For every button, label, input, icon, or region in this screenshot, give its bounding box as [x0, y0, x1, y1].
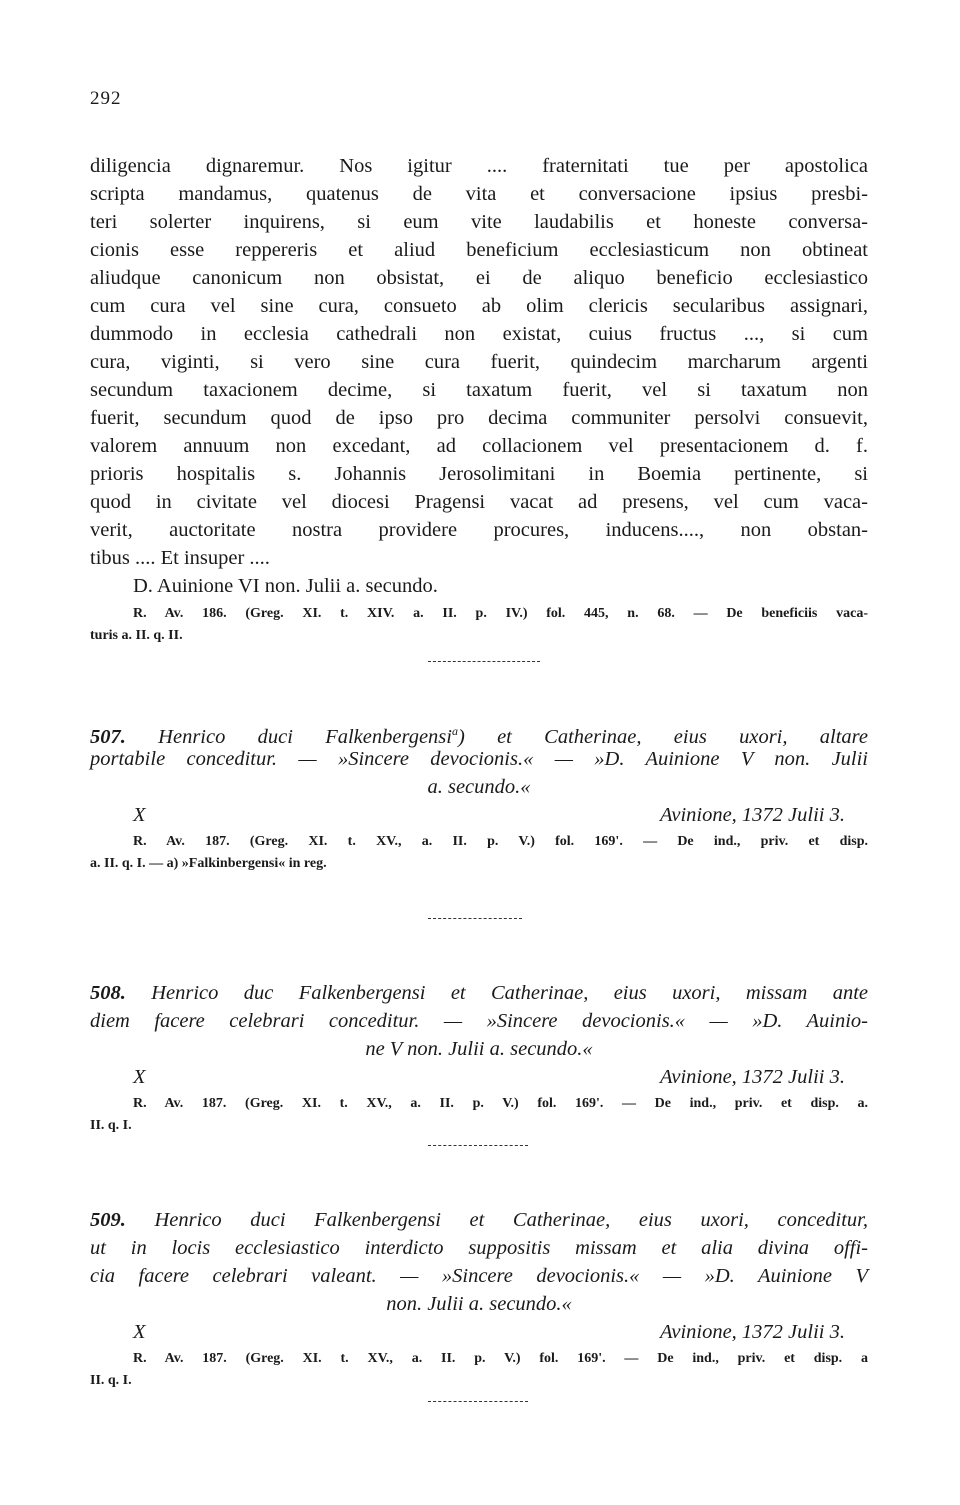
entry-number: 508. [90, 982, 126, 1004]
body-line: dummodo in ecclesia cathedrali non existat, cuius fructus ..., si cum [90, 323, 868, 345]
body-line: quod in civitate vel diocesi Pragensi vacat ad presens, vel cum vaca- [90, 491, 868, 513]
entry-heading [90, 979, 868, 1007]
place-date: Avinione, 1372 Julii 3. [659, 804, 845, 826]
body-line: valorem annuum non excedant, ad collacionem vel presentacionem d. f. [90, 435, 868, 457]
body-line: teri solerter inquirens, si eum vite laudabilis et honeste conversa- [90, 211, 868, 233]
heading-text: Henrico duci Falkenbergensi et Catherinae, eius uxori, conceditur, [154, 1209, 869, 1231]
heading-text: Henrico duci Falkenbergensi [158, 725, 452, 748]
place-date-row [133, 1063, 845, 1091]
cross-mark: X [133, 804, 146, 826]
register-note: II. q. I. [90, 1118, 132, 1133]
place-date-row [133, 1318, 845, 1346]
register-note: II. q. I. [90, 1373, 132, 1388]
entry-number: 509. [90, 1209, 126, 1231]
section-divider [428, 918, 522, 919]
place-date: Avinione, 1372 Julii 3. [659, 1321, 845, 1343]
body-line: fuerit, secundum quod de ipso pro decima communiter persolvi consuevit, [90, 407, 868, 429]
entry-heading: a. secundo.« [427, 776, 531, 798]
entry-heading: diem facere celebrari conceditur. — »Sincere devocionis.« — »D. Auinio- [90, 1010, 868, 1032]
body-line: tibus .... Et insuper .... [90, 547, 270, 569]
date-line: D. Auinione VI non. Julii a. secundo. [133, 575, 438, 597]
heading-text: ) et Catherinae, eius uxori, altare [457, 725, 868, 748]
section-divider [428, 1401, 528, 1402]
entry-heading [90, 1206, 868, 1234]
cross-mark: X [133, 1321, 146, 1343]
register-note: R. Av. 187. (Greg. XI. t. XV., a. II. p. V.) fol. 169'. — De ind., priv. et disp. [133, 834, 868, 849]
heading-text: Henrico duc Falkenbergensi et Catherinae, eius uxori, missam ante [151, 982, 868, 1004]
section-divider [428, 1145, 528, 1146]
body-line: cionis esse reppereris et aliud beneficium ecclesiasticum non obtineat [90, 239, 868, 261]
cross-mark: X [133, 1066, 146, 1088]
register-note: turis a. II. q. II. [90, 628, 183, 643]
body-line: aliudque canonicum non obsistat, ei de aliquo beneficio ecclesiastico [90, 267, 868, 289]
entry-heading: ut in locis ecclesiastico interdicto suppositis missam et alia divina offi- [90, 1237, 868, 1259]
register-note: R. Av. 187. (Greg. XI. t. XV., a. II. p. V.) fol. 169'. — De ind., priv. et disp. a [133, 1351, 868, 1366]
entry-heading: portabile conceditur. — »Sincere devocionis.« — »D. Auinione V non. Julii [90, 748, 868, 770]
body-line: cum cura vel sine cura, consueto ab olim clericis secularibus assignari, [90, 295, 868, 317]
register-note: R. Av. 186. (Greg. XI. t. XIV. a. II. p. IV.) fol. 445, n. 68. — De beneficiis vaca- [133, 606, 868, 621]
body-line: secundum taxacionem decime, si taxatum fuerit, vel si taxatum non [90, 379, 868, 401]
place-date-row [133, 801, 845, 829]
place-date: Avinione, 1372 Julii 3. [659, 1066, 845, 1088]
section-divider [428, 661, 540, 662]
footnote-marker: a [451, 724, 458, 738]
entry-heading: non. Julii a. secundo.« [386, 1293, 572, 1315]
body-line: cura, viginti, si vero sine cura fuerit, quindecim marcharum argenti [90, 351, 868, 373]
entry-number: 507. [90, 725, 126, 748]
register-note: R. Av. 187. (Greg. XI. t. XV., a. II. p. V.) fol. 169'. — De ind., priv. et disp. a. [133, 1096, 868, 1111]
entry-heading: cia facere celebrari valeant. — »Sincere devocionis.« — »D. Auinione V [90, 1265, 868, 1287]
page-number: 292 [90, 88, 122, 109]
body-line: verit, auctoritate nostra providere procures, inducens...., non obstan- [90, 519, 868, 541]
body-line: scripta mandamus, quatenus de vita et conversacione ipsius presbi- [90, 183, 868, 205]
register-note: a. II. q. I. — a) »Falkinbergensi« in reg. [90, 856, 327, 871]
entry-heading: ne V non. Julii a. secundo.« [365, 1038, 593, 1060]
body-line: prioris hospitalis s. Johannis Jerosolimitani in Boemia pertinente, si [90, 463, 868, 485]
body-line: diligencia dignaremur. Nos igitur .... fraternitati tue per apostolica [90, 155, 868, 177]
